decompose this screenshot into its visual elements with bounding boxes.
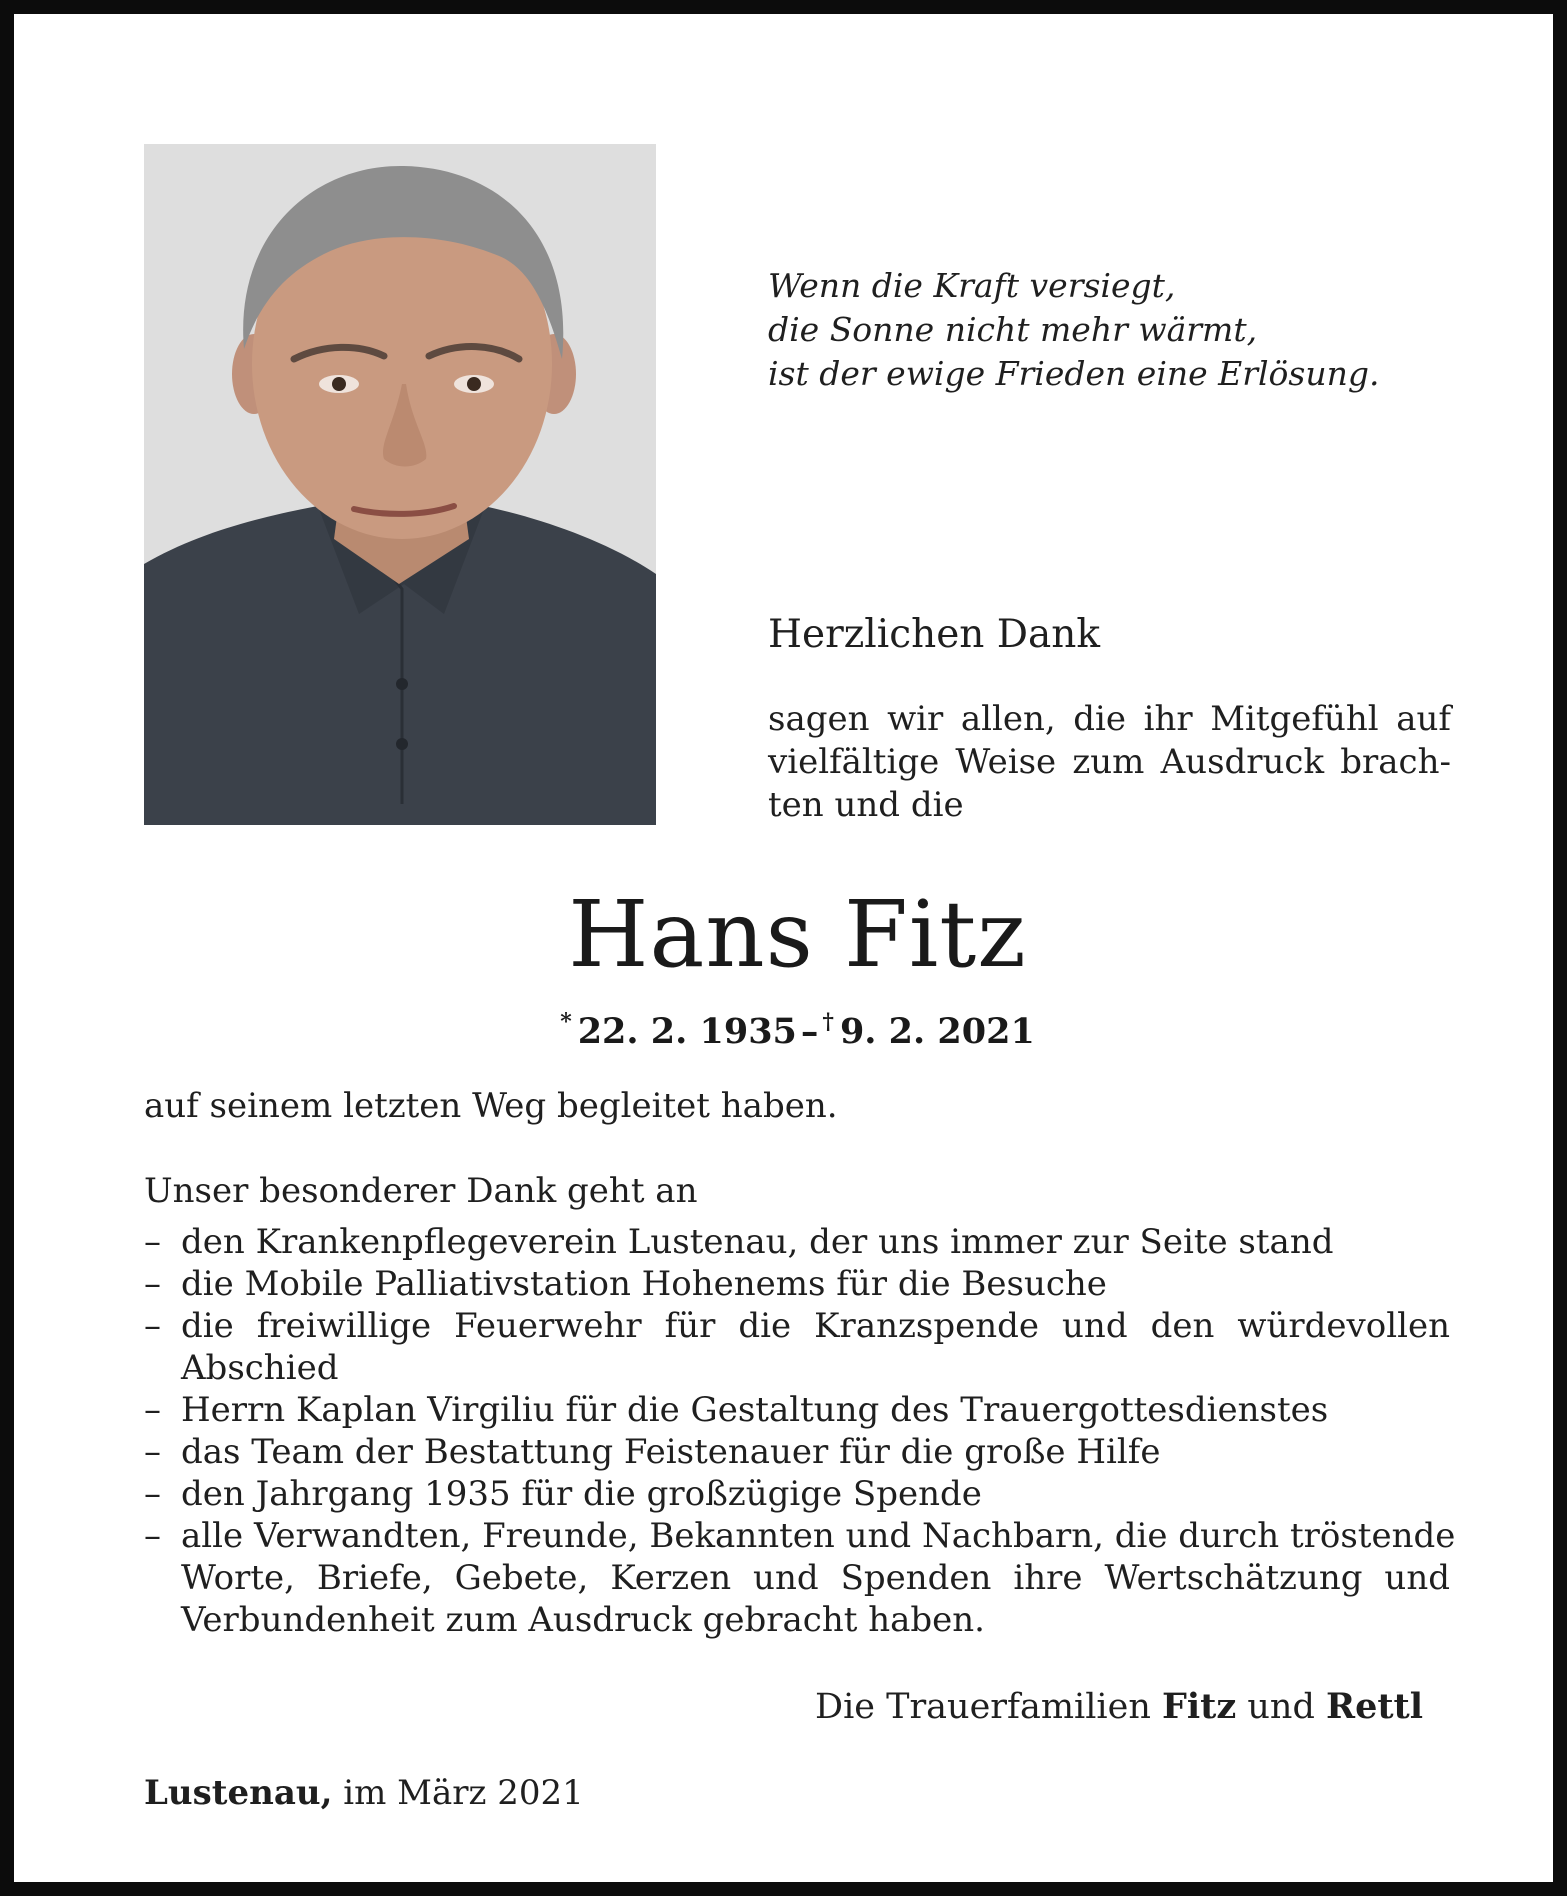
death-symbol: † <box>822 1009 834 1035</box>
shirt-button <box>396 738 408 750</box>
list-item-line: die Mobile Palliativstation Hohenems für die Besuche <box>181 1264 1107 1304</box>
poem-line: ist der ewige Frieden eine Erlösung. <box>768 354 1380 393</box>
list-item <box>144 1305 1450 1389</box>
list-dash: – <box>144 1222 161 1262</box>
portrait-illustration <box>144 144 656 825</box>
life-dates <box>14 999 1567 1055</box>
poem-line: die Sonne nicht mehr wärmt, <box>768 310 1258 349</box>
list-item-line: Herrn Kaplan Virgiliu für die Gestaltung des Trauergottesdienstes <box>181 1390 1329 1430</box>
date: im März 2021 <box>343 1773 584 1813</box>
birth-date: 22. 2. 1935 <box>577 1011 797 1052</box>
thanks-line: vielfältige Weise zum Ausdruck brach- <box>768 742 1451 782</box>
poem-line: Wenn die Kraft versiegt, <box>768 266 1176 305</box>
list-item <box>144 1431 1450 1473</box>
shirt-button <box>396 678 408 690</box>
list-item <box>144 1221 1450 1263</box>
list-dash: – <box>144 1474 161 1514</box>
place-and-date <box>144 1770 584 1816</box>
list-item-line: das Team der Bestattung Feistenauer für die große Hilfe <box>181 1432 1161 1472</box>
family-signature <box>815 1684 1423 1730</box>
poem <box>768 264 1468 396</box>
right-pupil <box>467 377 481 391</box>
list-dash: – <box>144 1390 161 1430</box>
list-item-line: die freiwillige Feuerwehr für die Kranzspende und den würdevollen <box>181 1306 1450 1346</box>
left-pupil <box>332 377 346 391</box>
list-item-line: den Krankenpflegeverein Lustenau, der uns immer zur Seite stand <box>181 1222 1334 1262</box>
after-name-text: auf seinem letzten Weg begleitet haben. <box>144 1086 838 1126</box>
special-thanks-list <box>144 1221 1456 1641</box>
list-dash: – <box>144 1264 161 1304</box>
special-thanks-intro: Unser besonderer Dank geht an <box>144 1171 698 1211</box>
list-item-line: Abschied <box>181 1348 339 1388</box>
birth-symbol: * <box>560 1009 572 1035</box>
portrait-photo <box>144 144 656 825</box>
family-name: Fitz <box>1162 1686 1237 1727</box>
list-dash: – <box>144 1306 161 1346</box>
death-date: 9. 2. 2021 <box>839 1011 1035 1052</box>
list-item <box>144 1473 1450 1515</box>
thanks-paragraph <box>768 698 1451 827</box>
list-item-line: Verbundenheit zum Ausdruck gebracht haben. <box>181 1600 985 1640</box>
date-separator: – <box>800 1011 819 1052</box>
list-dash: – <box>144 1516 161 1556</box>
signature-prefix: Die Trauerfamilien <box>815 1687 1151 1727</box>
list-item <box>144 1389 1450 1431</box>
family-name: Rettl <box>1326 1686 1423 1727</box>
list-item-line: alle Verwandten, Freunde, Bekannten und Nachbarn, die durch tröstende <box>181 1516 1456 1556</box>
list-item <box>144 1263 1450 1305</box>
thanks-heading: Herzlichen Dank <box>768 612 1101 657</box>
signature-conjunction: und <box>1247 1687 1315 1727</box>
list-item-line: Worte, Briefe, Gebete, Kerzen und Spenden ihre Wertschätzung und <box>181 1558 1450 1598</box>
place: Lustenau, <box>144 1773 333 1813</box>
list-item <box>144 1515 1456 1641</box>
list-item-line: den Jahrgang 1935 für die großzügige Spende <box>181 1474 982 1514</box>
thanks-line: ten und die <box>768 785 964 825</box>
list-dash: – <box>144 1432 161 1472</box>
thanks-line: sagen wir allen, die ihr Mitgefühl auf <box>768 699 1451 739</box>
deceased-name: Hans Fitz <box>568 881 1027 988</box>
